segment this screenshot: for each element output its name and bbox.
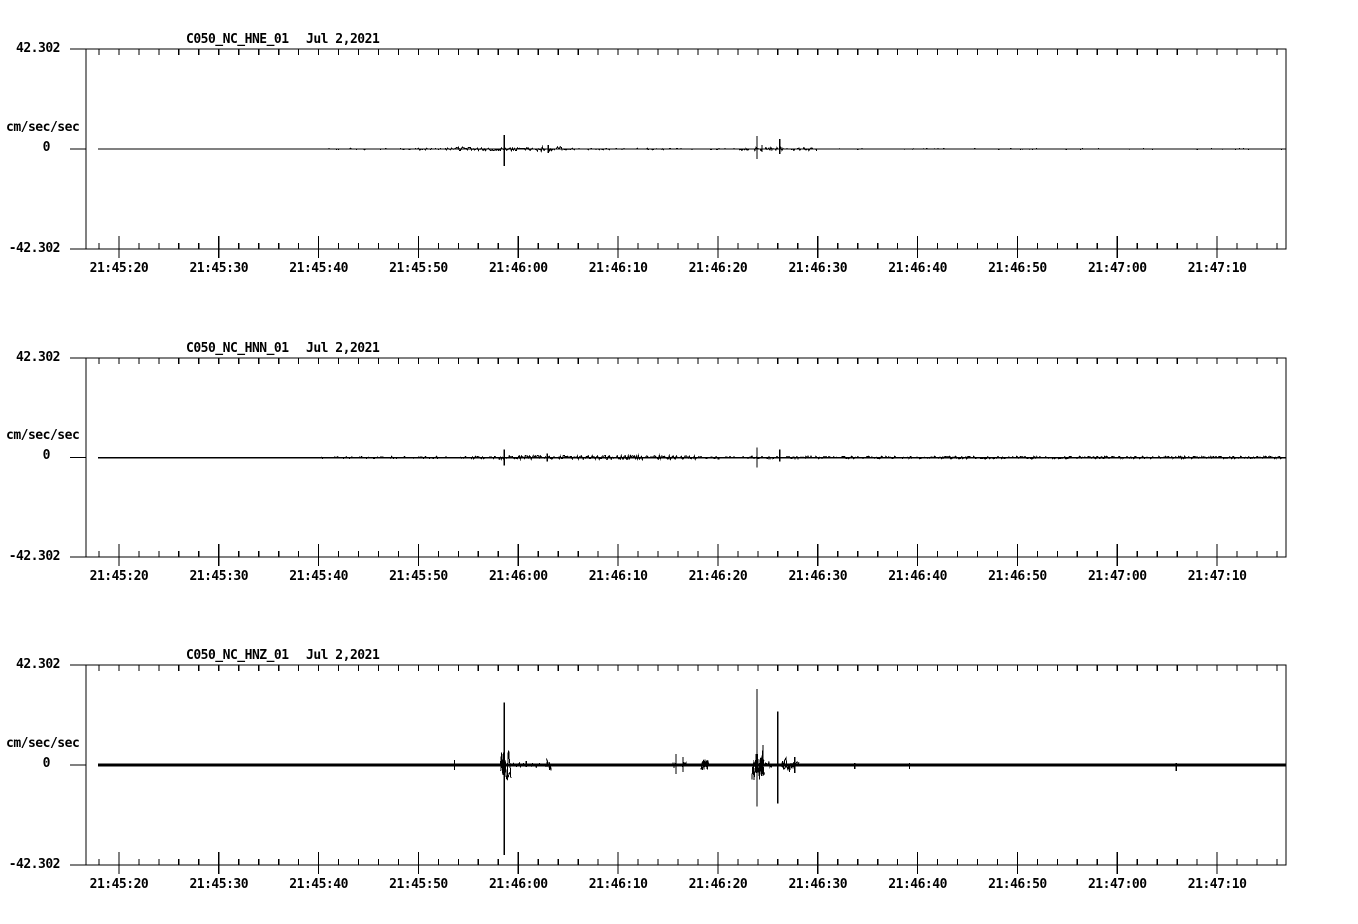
x-tick-label: 21:46:40 <box>888 569 947 584</box>
panel1-yzero-label: 0 <box>42 140 50 155</box>
panel3-date-label: Jul 2,2021 <box>306 648 380 663</box>
x-tick-label: 21:45:20 <box>89 877 149 892</box>
x-tick-label: 21:47:00 <box>1087 877 1147 892</box>
x-tick-label: 21:47:10 <box>1187 877 1247 892</box>
panel2-ymax-label: 42.302 <box>16 350 60 365</box>
panel3-yzero-label: 0 <box>42 756 50 771</box>
x-tick-label: 21:45:30 <box>189 877 249 892</box>
x-tick-label: 21:45:30 <box>189 569 249 584</box>
x-tick-label: 21:45:50 <box>389 569 448 584</box>
panel1-date-label: Jul 2,2021 <box>306 32 380 47</box>
panel2-ymin-label: -42.302 <box>8 549 60 564</box>
x-tick-label: 21:46:00 <box>488 569 548 584</box>
x-tick-label: 21:46:10 <box>588 569 648 584</box>
panel1-unit-label: cm/sec/sec <box>6 120 80 135</box>
x-tick-label: 21:45:20 <box>89 569 149 584</box>
x-tick-label: 21:47:00 <box>1087 569 1147 584</box>
x-tick-label: 21:45:40 <box>289 569 348 584</box>
x-tick-label: 21:45:40 <box>289 261 348 276</box>
x-tick-label: 21:45:50 <box>389 261 448 276</box>
x-tick-label: 21:45:50 <box>389 877 448 892</box>
panel3-station-title: C050_NC_HNZ_01 <box>186 648 289 663</box>
x-tick-label: 21:46:40 <box>888 877 947 892</box>
x-tick-label: 21:46:30 <box>788 569 848 584</box>
panel3-ymin-label: -42.302 <box>8 857 60 872</box>
x-tick-label: 21:46:50 <box>988 569 1047 584</box>
x-tick-label: 21:46:20 <box>688 569 748 584</box>
panel1-ymin-label: -42.302 <box>8 241 60 256</box>
panel3-unit-label: cm/sec/sec <box>6 736 80 751</box>
x-tick-label: 21:46:10 <box>588 877 648 892</box>
x-tick-label: 21:46:10 <box>588 261 648 276</box>
x-tick-label: 21:47:00 <box>1087 261 1147 276</box>
panel2-unit-label: cm/sec/sec <box>6 428 80 443</box>
x-tick-label: 21:45:30 <box>189 261 249 276</box>
panel1-ymax-label: 42.302 <box>16 41 60 56</box>
x-tick-label: 21:46:40 <box>888 261 947 276</box>
x-tick-label: 21:46:50 <box>988 877 1047 892</box>
panel1-station-title: C050_NC_HNE_01 <box>186 32 289 47</box>
panel2-date-label: Jul 2,2021 <box>306 341 380 356</box>
x-tick-label: 21:46:00 <box>488 261 548 276</box>
x-tick-label: 21:45:40 <box>289 877 348 892</box>
x-tick-label: 21:46:00 <box>488 877 548 892</box>
x-tick-label: 21:46:30 <box>788 877 848 892</box>
x-tick-label: 21:46:20 <box>688 261 748 276</box>
x-tick-label: 21:47:10 <box>1187 261 1247 276</box>
x-tick-label: 21:47:10 <box>1187 569 1247 584</box>
panel2-station-title: C050_NC_HNN_01 <box>186 341 289 356</box>
x-tick-label: 21:46:20 <box>688 877 748 892</box>
x-tick-label: 21:46:50 <box>988 261 1047 276</box>
x-tick-label: 21:45:20 <box>89 261 149 276</box>
x-tick-label: 21:46:30 <box>788 261 848 276</box>
panel2-yzero-label: 0 <box>42 448 50 463</box>
panel3-ymax-label: 42.302 <box>16 657 60 672</box>
